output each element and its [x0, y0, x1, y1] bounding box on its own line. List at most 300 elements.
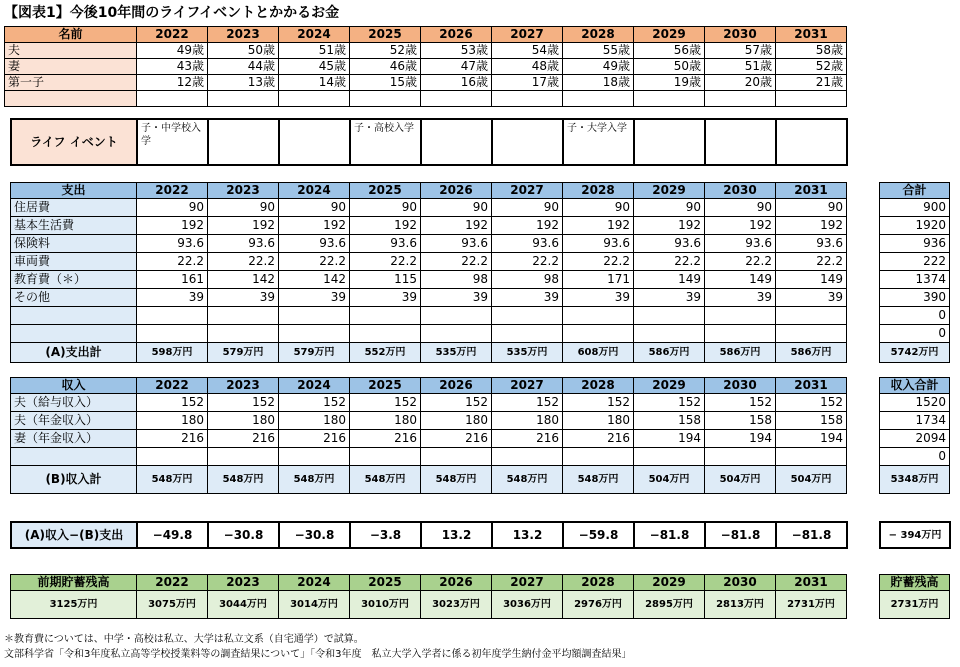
income-sum-row [11, 466, 847, 494]
expense-cell: 161 [137, 271, 208, 289]
expense-total-cell: 900 [880, 199, 950, 217]
income-cell: 216 [137, 430, 208, 448]
income-header-label: 収入 [11, 378, 137, 394]
expense-cell: 22.2 [776, 253, 847, 271]
income-cell: 152 [705, 394, 776, 412]
expense-row-label: 基本生活費 [11, 217, 137, 235]
expense-cell: 39 [776, 289, 847, 307]
expenses-sum-cell: 598万円 [137, 343, 208, 363]
age-row [5, 59, 847, 75]
expense-cell: 90 [208, 199, 279, 217]
expense-row [11, 253, 847, 271]
age-cell [279, 91, 350, 107]
balance-cell: 13.2 [492, 522, 563, 548]
savings-cell: 3014万円 [279, 591, 350, 619]
expense-cell: 90 [776, 199, 847, 217]
income-cell [492, 448, 563, 466]
income-row-label: 妻（年金収入） [11, 430, 137, 448]
expenses-table [10, 182, 847, 363]
savings-cell: 2813万円 [705, 591, 776, 619]
income-cell: 152 [208, 394, 279, 412]
life-events-row [11, 119, 847, 165]
expenses-grand-total-row [880, 343, 950, 363]
footnote-education: ＊教育費については、中学・高校は私立、大学は私立文系（自宅通学）で試算。 [4, 634, 364, 645]
age-cell: 19歳 [634, 75, 705, 91]
expense-cell: 22.2 [492, 253, 563, 271]
expense-cell: 22.2 [421, 253, 492, 271]
expense-row-label [11, 307, 137, 325]
year-header: 2023 [208, 183, 279, 199]
age-cell: 46歳 [350, 59, 421, 75]
year-header: 2031 [776, 183, 847, 199]
income-sum-cell: 548万円 [137, 466, 208, 494]
expense-row-label: 車両費 [11, 253, 137, 271]
income-row-label: 夫（年金収入） [11, 412, 137, 430]
expense-cell: 22.2 [350, 253, 421, 271]
savings-cell: 2895万円 [634, 591, 705, 619]
expense-cell: 93.6 [705, 235, 776, 253]
income-total-row [880, 448, 950, 466]
balance-row [11, 522, 847, 548]
expense-cell [705, 325, 776, 343]
income-cell [421, 448, 492, 466]
expense-cell: 192 [634, 217, 705, 235]
expense-cell [421, 325, 492, 343]
expense-cell: 142 [208, 271, 279, 289]
income-total-cell: 0 [880, 448, 950, 466]
balance-table [10, 521, 848, 549]
income-cell [776, 448, 847, 466]
year-header: 2027 [492, 27, 563, 43]
age-cell [705, 91, 776, 107]
year-header: 2024 [279, 575, 350, 591]
age-cell: 15歳 [350, 75, 421, 91]
life-event-cell [776, 119, 847, 165]
expense-cell: 90 [634, 199, 705, 217]
balance-cell: −30.8 [208, 522, 279, 548]
year-header: 2025 [350, 27, 421, 43]
expense-cell [492, 307, 563, 325]
age-cell: 12歳 [137, 75, 208, 91]
year-header: 2024 [279, 378, 350, 394]
age-cell: 49歳 [137, 43, 208, 59]
income-cell: 152 [634, 394, 705, 412]
income-sum-cell: 548万円 [279, 466, 350, 494]
year-header: 2025 [350, 378, 421, 394]
age-row [5, 75, 847, 91]
income-sum-cell: 548万円 [421, 466, 492, 494]
expense-cell: 39 [492, 289, 563, 307]
year-header: 2028 [563, 575, 634, 591]
expense-cell [563, 325, 634, 343]
savings-cell: 3023万円 [421, 591, 492, 619]
balance-total-row [880, 522, 950, 548]
age-cell: 17歳 [492, 75, 563, 91]
age-cell [776, 91, 847, 107]
expense-cell: 90 [279, 199, 350, 217]
expense-cell: 192 [492, 217, 563, 235]
expense-row-label: 保険料 [11, 235, 137, 253]
age-row-label: 妻 [5, 59, 137, 75]
expense-cell [208, 325, 279, 343]
year-header: 2022 [137, 27, 208, 43]
income-sum-cell: 548万円 [350, 466, 421, 494]
expense-row [11, 199, 847, 217]
income-cell [563, 448, 634, 466]
expense-cell: 90 [137, 199, 208, 217]
expense-row [11, 289, 847, 307]
age-cell: 13歳 [208, 75, 279, 91]
age-row [5, 91, 847, 107]
income-sum-cell: 504万円 [634, 466, 705, 494]
expense-cell: 192 [776, 217, 847, 235]
income-cell [208, 448, 279, 466]
age-cell: 52歳 [350, 43, 421, 59]
life-event-cell: 子・大学入学 [563, 119, 634, 165]
expense-cell: 22.2 [634, 253, 705, 271]
savings-cell: 3075万円 [137, 591, 208, 619]
expense-cell: 39 [634, 289, 705, 307]
income-cell: 216 [208, 430, 279, 448]
year-header: 2022 [137, 575, 208, 591]
age-cell [350, 91, 421, 107]
income-cell: 152 [563, 394, 634, 412]
expense-cell: 93.6 [634, 235, 705, 253]
expense-cell: 22.2 [137, 253, 208, 271]
life-event-cell [421, 119, 492, 165]
expense-cell [634, 325, 705, 343]
expense-cell: 39 [563, 289, 634, 307]
expense-total-row [880, 325, 950, 343]
income-row-label: 夫（給与収入） [11, 394, 137, 412]
expense-cell: 93.6 [279, 235, 350, 253]
year-header: 2030 [705, 183, 776, 199]
income-cell: 194 [776, 430, 847, 448]
expense-cell: 93.6 [776, 235, 847, 253]
year-header: 2028 [563, 27, 634, 43]
age-cell: 18歳 [563, 75, 634, 91]
income-cell: 194 [634, 430, 705, 448]
expense-total-row [880, 217, 950, 235]
expense-cell [137, 325, 208, 343]
income-sum-cell: 548万円 [208, 466, 279, 494]
income-cell: 216 [563, 430, 634, 448]
expense-total-cell: 222 [880, 253, 950, 271]
expense-cell: 192 [705, 217, 776, 235]
year-header: 2022 [137, 378, 208, 394]
income-row [11, 412, 847, 430]
expenses-sum-cell: 586万円 [634, 343, 705, 363]
expenses-sum-cell: 579万円 [208, 343, 279, 363]
income-sum-label: (B)収入計 [11, 466, 137, 494]
income-cell: 152 [279, 394, 350, 412]
age-cell: 49歳 [563, 59, 634, 75]
age-cell: 14歳 [279, 75, 350, 91]
life-event-cell [208, 119, 279, 165]
age-row-label: 第一子 [5, 75, 137, 91]
expense-cell: 22.2 [563, 253, 634, 271]
age-cell: 50歳 [208, 43, 279, 59]
expenses-header-label: 支出 [11, 183, 137, 199]
expense-cell: 90 [492, 199, 563, 217]
expenses-sum-label: (A)支出計 [11, 343, 137, 363]
life-event-cell [634, 119, 705, 165]
year-header: 2026 [421, 183, 492, 199]
balance-cell: −81.8 [776, 522, 847, 548]
age-cell: 55歳 [563, 43, 634, 59]
expense-cell: 93.6 [563, 235, 634, 253]
expense-cell: 192 [563, 217, 634, 235]
income-cell [350, 448, 421, 466]
year-header: 2027 [492, 378, 563, 394]
year-header: 2024 [279, 183, 350, 199]
age-cell: 51歳 [705, 59, 776, 75]
expense-cell: 22.2 [705, 253, 776, 271]
age-cell: 47歳 [421, 59, 492, 75]
income-total-row [880, 430, 950, 448]
age-cell: 44歳 [208, 59, 279, 75]
expense-cell [208, 307, 279, 325]
expense-row-label: その他 [11, 289, 137, 307]
expense-cell: 142 [279, 271, 350, 289]
life-events-label: ライフ イベント [11, 119, 137, 165]
expense-cell [776, 307, 847, 325]
income-cell [279, 448, 350, 466]
expense-cell: 39 [350, 289, 421, 307]
expense-total-cell: 0 [880, 325, 950, 343]
expense-cell: 93.6 [350, 235, 421, 253]
income-cell: 180 [563, 412, 634, 430]
life-event-cell [705, 119, 776, 165]
expense-cell [492, 325, 563, 343]
expense-cell: 93.6 [421, 235, 492, 253]
age-row [5, 43, 847, 59]
expense-total-row [880, 253, 950, 271]
year-header: 2026 [421, 27, 492, 43]
age-cell [634, 91, 705, 107]
age-cell: 52歳 [776, 59, 847, 75]
expense-cell: 171 [563, 271, 634, 289]
expense-cell: 90 [705, 199, 776, 217]
expense-cell [350, 325, 421, 343]
savings-total-cell: 2731万円 [880, 591, 950, 619]
expense-total-cell: 1920 [880, 217, 950, 235]
income-cell: 152 [776, 394, 847, 412]
year-header: 2031 [776, 27, 847, 43]
life-event-cell [492, 119, 563, 165]
income-cell: 152 [492, 394, 563, 412]
income-total-row [880, 412, 950, 430]
year-header: 2022 [137, 183, 208, 199]
income-total-cell: 2094 [880, 430, 950, 448]
balance-cell: −81.8 [705, 522, 776, 548]
footnote-source: 文部科学省「令和3年度私立高等学校授業料等の調査結果について」「令和3年度 私立大学入学者に係る初年度学生納付金平均額調査結果」 [4, 649, 632, 660]
income-cell: 158 [705, 412, 776, 430]
year-header: 2030 [705, 575, 776, 591]
income-cell: 194 [705, 430, 776, 448]
year-header: 2028 [563, 378, 634, 394]
savings-cell: 3010万円 [350, 591, 421, 619]
expense-total-row [880, 199, 950, 217]
expense-total-row [880, 271, 950, 289]
income-cell: 216 [350, 430, 421, 448]
income-cell: 180 [137, 412, 208, 430]
balance-cell: −49.8 [137, 522, 208, 548]
balance-label: (A)収入−(B)支出 [11, 522, 137, 548]
expense-cell: 192 [421, 217, 492, 235]
income-total-table [879, 377, 950, 494]
expense-cell: 22.2 [208, 253, 279, 271]
income-row [11, 394, 847, 412]
life-event-cell: 子・高校入学 [350, 119, 421, 165]
year-header: 2029 [634, 183, 705, 199]
expenses-sum-cell: 586万円 [705, 343, 776, 363]
age-cell: 51歳 [279, 43, 350, 59]
expense-row [11, 271, 847, 289]
expenses-sum-cell: 579万円 [279, 343, 350, 363]
page-title: 【図表1】今後10年間のライフイベントとかかるお金 [4, 5, 340, 21]
balance-cell: −59.8 [563, 522, 634, 548]
expenses-sum-cell: 586万円 [776, 343, 847, 363]
expense-cell: 192 [137, 217, 208, 235]
expense-cell: 39 [137, 289, 208, 307]
expense-cell: 149 [634, 271, 705, 289]
savings-start-cell: 3125万円 [11, 591, 137, 619]
expense-cell [634, 307, 705, 325]
income-table [10, 377, 847, 494]
expense-cell: 93.6 [492, 235, 563, 253]
expense-cell: 90 [563, 199, 634, 217]
income-cell: 152 [137, 394, 208, 412]
expense-row-label [11, 325, 137, 343]
year-header: 2030 [705, 27, 776, 43]
expenses-grand-total: 5742万円 [880, 343, 950, 363]
expense-cell: 90 [350, 199, 421, 217]
year-header: 2026 [421, 378, 492, 394]
year-header: 2029 [634, 27, 705, 43]
year-header: 2023 [208, 575, 279, 591]
age-cell: 57歳 [705, 43, 776, 59]
expense-cell: 192 [350, 217, 421, 235]
income-cell [137, 448, 208, 466]
expense-total-cell: 390 [880, 289, 950, 307]
balance-cell: −81.8 [634, 522, 705, 548]
income-cell: 152 [350, 394, 421, 412]
expense-cell: 93.6 [208, 235, 279, 253]
age-cell [137, 91, 208, 107]
expenses-sum-cell: 608万円 [563, 343, 634, 363]
expense-cell: 149 [776, 271, 847, 289]
age-cell: 53歳 [421, 43, 492, 59]
savings-value-row [11, 591, 847, 619]
expense-row [11, 235, 847, 253]
income-cell: 180 [421, 412, 492, 430]
balance-cell: 13.2 [421, 522, 492, 548]
expense-cell: 39 [705, 289, 776, 307]
balance-cell: −30.8 [279, 522, 350, 548]
age-cell [492, 91, 563, 107]
savings-cell: 2976万円 [563, 591, 634, 619]
expense-row [11, 307, 847, 325]
income-cell: 180 [492, 412, 563, 430]
expenses-sum-cell: 552万円 [350, 343, 421, 363]
income-cell: 158 [634, 412, 705, 430]
income-cell: 180 [350, 412, 421, 430]
income-total-row [880, 394, 950, 412]
balance-cell: −3.8 [350, 522, 421, 548]
ages-table [4, 26, 847, 107]
year-header: 2029 [634, 575, 705, 591]
income-cell: 180 [279, 412, 350, 430]
age-cell: 43歳 [137, 59, 208, 75]
year-header: 2029 [634, 378, 705, 394]
savings-header-label: 前期貯蓄残高 [11, 575, 137, 591]
age-cell: 16歳 [421, 75, 492, 91]
income-cell [634, 448, 705, 466]
year-header: 2024 [279, 27, 350, 43]
income-row [11, 448, 847, 466]
income-row [11, 430, 847, 448]
footnotes [4, 632, 632, 662]
age-cell: 54歳 [492, 43, 563, 59]
expense-total-row [880, 307, 950, 325]
age-cell [208, 91, 279, 107]
expenses-total-header: 合計 [880, 183, 950, 199]
income-total-cell: 1734 [880, 412, 950, 430]
savings-header-row [11, 575, 847, 591]
expense-cell [350, 307, 421, 325]
savings-total-table [879, 574, 950, 619]
savings-total-header-row [880, 575, 950, 591]
expense-cell: 93.6 [137, 235, 208, 253]
expense-cell [563, 307, 634, 325]
expense-cell: 115 [350, 271, 421, 289]
income-sum-cell: 548万円 [563, 466, 634, 494]
balance-total-table [879, 521, 951, 549]
income-total-header: 収入合計 [880, 378, 950, 394]
expense-row-label: 住居費 [11, 199, 137, 217]
savings-total-value-row [880, 591, 950, 619]
expense-cell: 22.2 [279, 253, 350, 271]
life-event-cell: 子・中学校入学 [137, 119, 208, 165]
expense-total-cell: 1374 [880, 271, 950, 289]
income-cell: 158 [776, 412, 847, 430]
age-cell [421, 91, 492, 107]
year-header: 2023 [208, 378, 279, 394]
income-sum-cell: 548万円 [492, 466, 563, 494]
age-cell: 48歳 [492, 59, 563, 75]
life-event-cell [279, 119, 350, 165]
age-cell: 21歳 [776, 75, 847, 91]
expense-total-cell: 936 [880, 235, 950, 253]
expense-cell: 90 [421, 199, 492, 217]
income-cell: 216 [279, 430, 350, 448]
expense-cell: 98 [421, 271, 492, 289]
income-total-header-row [880, 378, 950, 394]
expense-row-label: 教育費（＊） [11, 271, 137, 289]
expense-cell [279, 307, 350, 325]
expenses-header-row [11, 183, 847, 199]
expense-cell: 39 [421, 289, 492, 307]
income-total-cell: 1520 [880, 394, 950, 412]
expense-row [11, 325, 847, 343]
expense-row [11, 217, 847, 235]
savings-cell: 3044万円 [208, 591, 279, 619]
age-row-label [5, 91, 137, 107]
year-header: 2028 [563, 183, 634, 199]
expense-cell [279, 325, 350, 343]
expenses-sum-row [11, 343, 847, 363]
